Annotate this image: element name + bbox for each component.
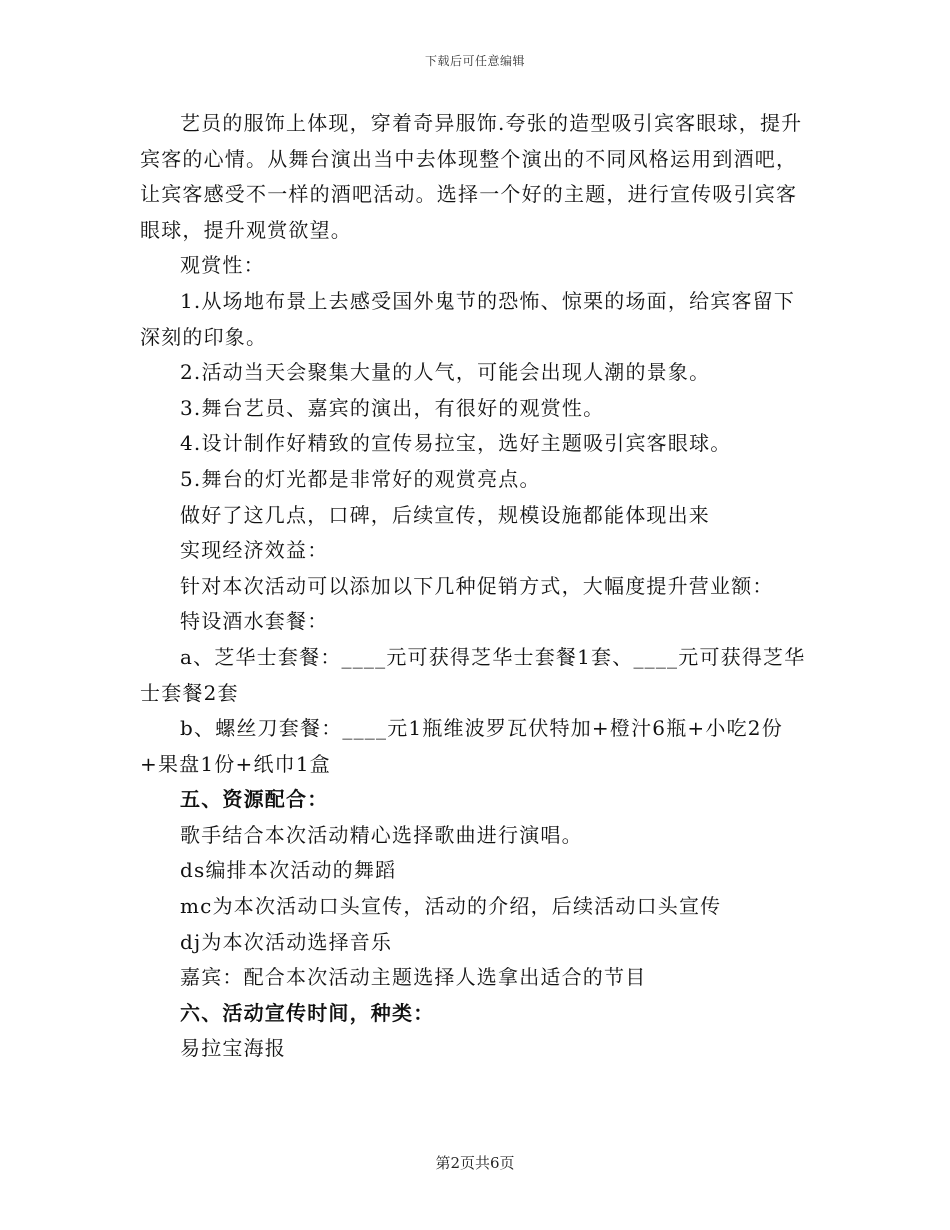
list-item: 4.设计制作好精致的宣传易拉宝，选好主题吸引宾客眼球。 bbox=[180, 431, 732, 456]
list-item: b、螺丝刀套餐：____元1瓶维波罗瓦伏特加+橙汁6瓶+小吃2份+果盘1份+纸巾1盒 bbox=[140, 716, 783, 776]
list-item: 1.从场地布景上去感受国外鬼节的恐怖、惊栗的场面，给宾客留下深刻的印象。 bbox=[140, 288, 796, 349]
list-item: 3.舞台艺员、嘉宾的演出，有很好的观赏性。 bbox=[180, 395, 605, 420]
list-item: 2.活动当天会聚集大量的人气，可能会出现人潮的景象。 bbox=[180, 360, 711, 385]
paragraph: ds编排本次活动的舞蹈 bbox=[180, 858, 397, 883]
paragraph: 嘉宾：配合本次活动主题选择人选拿出适合的节目 bbox=[180, 965, 647, 990]
paragraph: 实现经济效益： bbox=[180, 538, 329, 563]
section-heading: 六、活动宣传时间，种类： bbox=[180, 1000, 435, 1025]
paragraph: 艺员的服饰上体现，穿着奇异服饰.夸张的造型吸引宾客眼球，提升宾客的心情。从舞台演出当中去体现整个演出的不同风格运用到酒吧，让宾客感受不一样的酒吧活动。选择一个好的主题，进行宣传吸引宾客眼球，提升观赏欲望。 bbox=[140, 111, 803, 242]
page-footer: 第2页共6页 bbox=[435, 1154, 515, 1172]
paragraph: 歌手结合本次活动精心选择歌曲进行演唱。 bbox=[180, 822, 583, 847]
list-item: 5.舞台的灯光都是非常好的观赏亮点。 bbox=[180, 466, 541, 491]
paragraph: 观赏性： bbox=[180, 253, 265, 278]
section-heading: 五、资源配合： bbox=[180, 787, 329, 812]
document-body bbox=[140, 106, 810, 1067]
list-item: a、芝华士套餐：____元可获得芝华士套餐1套、____元可获得芝华士套餐2套 bbox=[140, 644, 806, 705]
paragraph: 易拉宝海报 bbox=[180, 1036, 286, 1061]
paragraph: 针对本次活动可以添加以下几种促销方式，大幅度提升营业额： bbox=[180, 573, 774, 598]
paragraph: mc为本次活动口头宣传，活动的介绍，后续活动口头宣传 bbox=[180, 894, 722, 919]
paragraph: 做好了这几点，口碑，后续宣传，规模设施都能体现出来 bbox=[180, 502, 710, 527]
page-header: 下载后可任意编辑 bbox=[424, 54, 525, 68]
paragraph: dj为本次活动选择音乐 bbox=[180, 929, 393, 954]
paragraph: 特设酒水套餐： bbox=[180, 609, 329, 634]
